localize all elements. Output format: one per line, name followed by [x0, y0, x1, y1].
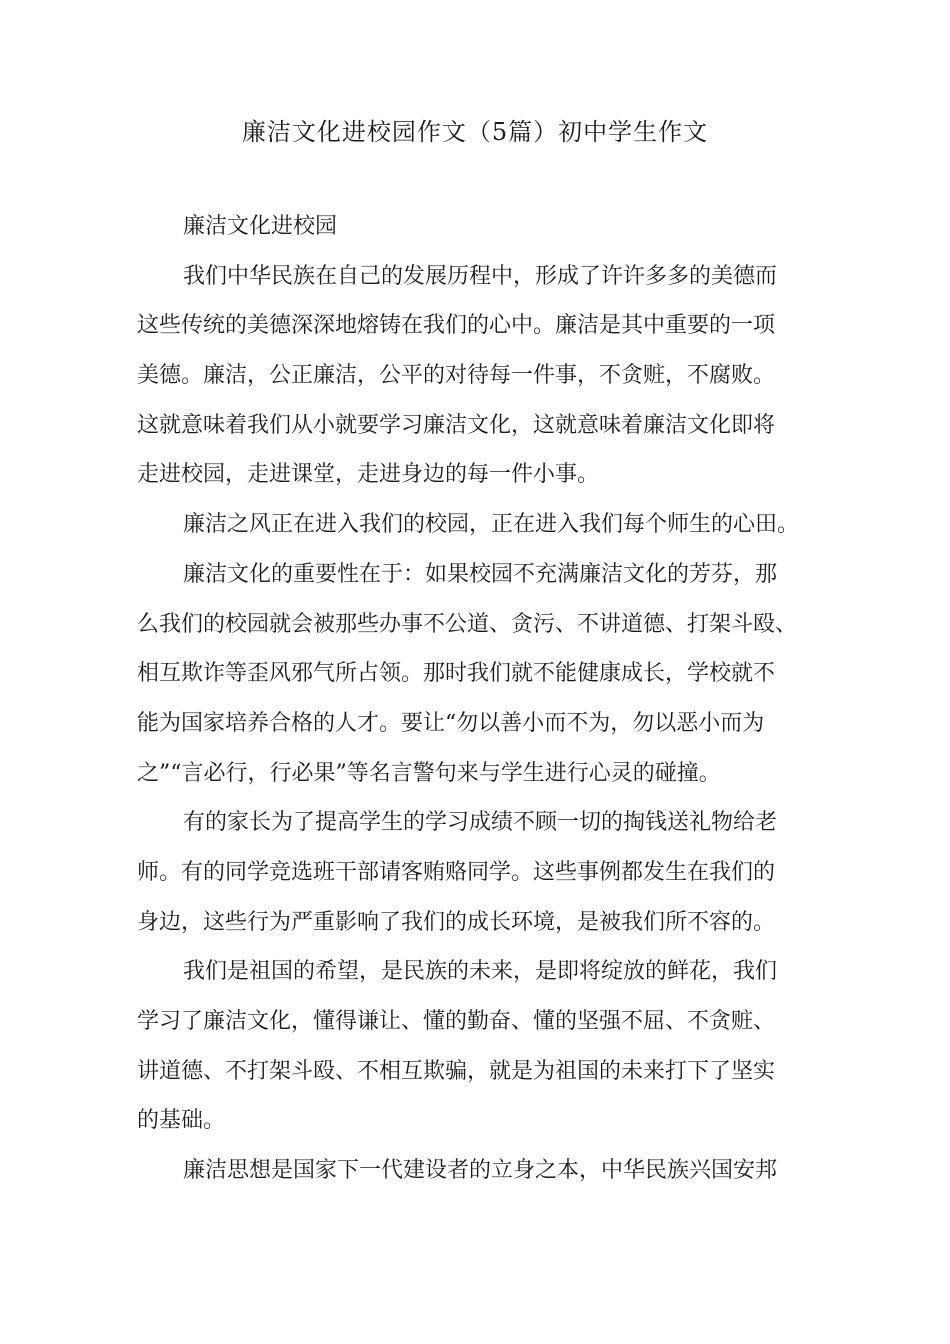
paragraph-line: 讲道德、不打架斗殴、不相互欺骗，就是为祖国的未来打下了坚实: [137, 1058, 776, 1084]
paragraph-line: 的基础。: [137, 1108, 226, 1134]
paragraph-line: 师。有的同学竞选班干部请客贿赂同学。这些事例都发生在我们的: [137, 859, 776, 885]
paragraph-line: 我们是祖国的希望，是民族的未来，是即将绽放的鲜花，我们: [183, 959, 778, 985]
paragraph-line: 美德。廉洁，公正廉洁，公平的对待每一件事，不贪赃，不腐败。: [137, 363, 776, 389]
paragraph-line: 能为国家培养合格的人才。要让“勿以善小而不为，勿以恶小而为: [137, 710, 765, 736]
paragraph-line: 有的家长为了提高学生的学习成绩不顾一切的掏钱送礼物给老: [183, 810, 778, 836]
paragraph-line: 这些传统的美德深深地熔铸在我们的心中。廉洁是其中重要的一项: [137, 313, 776, 339]
paragraph-line: 我们中华民族在自己的发展历程中，形成了许许多多的美德而: [183, 263, 778, 289]
paragraph-line: 相互欺诈等歪风邪气所占领。那时我们就不能健康成长，学校就不: [137, 661, 776, 687]
section-heading: 廉洁文化进校园: [183, 214, 338, 239]
paragraph-line: 走进校园，走进课堂，走进身边的每一件小事。: [137, 462, 600, 488]
paragraph-line: 廉洁思想是国家下一代建设者的立身之本，中华民族兴国安邦: [183, 1158, 778, 1184]
paragraph-line: 之”“言必行，行必果”等名言警句来与学生进行心灵的碰撞。: [137, 760, 721, 786]
document-body: [137, 202, 837, 1196]
paragraph-line: 廉洁之风正在进入我们的校园，正在进入我们每个师生的心田。: [183, 512, 800, 538]
paragraph-line: 学习了廉洁文化，懂得谦让、懂的勤奋、懂的坚强不屈、不贪赃、: [137, 1009, 776, 1034]
document-title: 廉洁文化进校园作文（5篇）初中学生作文: [241, 118, 709, 146]
paragraph-line: 么我们的校园就会被那些办事不公道、贪污、不讲道德、打架斗殴、: [137, 611, 798, 637]
paragraph-line: 廉洁文化的重要性在于：如果校园不充满廉洁文化的芳芬，那: [183, 561, 778, 587]
paragraph-line: 身边，这些行为严重影响了我们的成长环境，是被我们所不容的。: [137, 909, 776, 935]
paragraph-line: 这就意味着我们从小就要学习廉洁文化，这就意味着廉洁文化即将: [137, 412, 776, 438]
